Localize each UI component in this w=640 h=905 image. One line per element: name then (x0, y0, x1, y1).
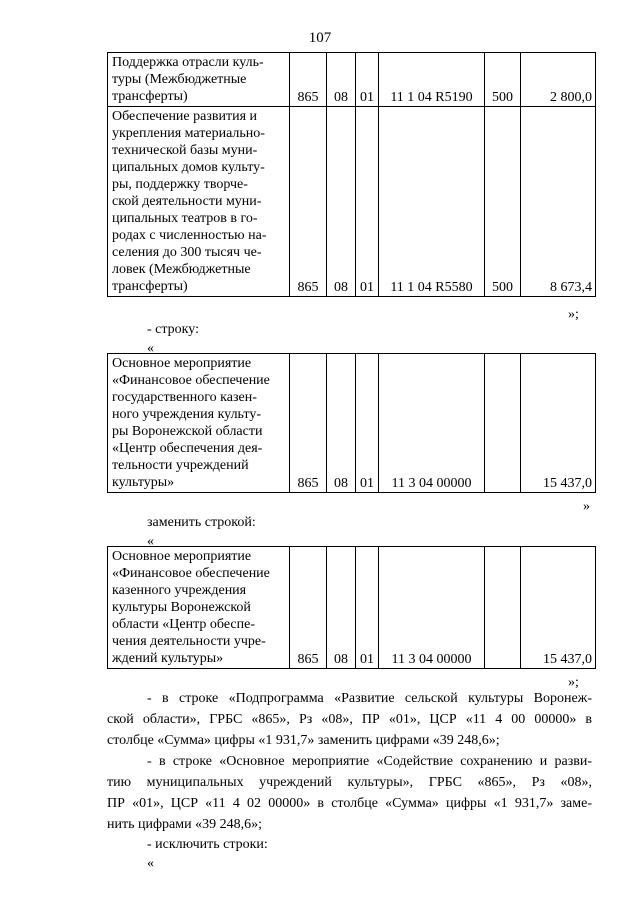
row-name-line: ской деятельности муни- (112, 194, 262, 209)
table-row (108, 354, 596, 493)
cell-vr: 500 (485, 53, 521, 107)
row-name (108, 547, 290, 669)
amendment-paragraph-1 (107, 688, 592, 751)
row-name-line: туры (Межбюджетные (112, 72, 247, 87)
row-name-line: тельности учреждений (112, 458, 249, 473)
budget-table-top (107, 52, 596, 297)
cell-sum: 15 437,0 (521, 354, 596, 493)
opening-quote: « (147, 341, 154, 356)
row-name-line: «Финансовое обеспечение (112, 566, 270, 581)
cell-grbs: 865 (290, 354, 327, 493)
cell-rz: 08 (327, 547, 356, 669)
cell-csr: 11 1 04 R5190 (379, 53, 485, 107)
row-name-line: чения деятельности учре- (112, 634, 266, 649)
cell-csr: 11 1 04 R5580 (379, 107, 485, 297)
cell-pr: 01 (356, 547, 379, 669)
row-name (108, 53, 290, 107)
row-name-line: Поддержка отрасли куль- (112, 55, 264, 70)
row-name-line: ципальных домов культу- (112, 160, 265, 175)
row-name-line: области «Центр обеспе- (112, 617, 255, 632)
row-name-line: ры, поддержку творче- (112, 177, 248, 192)
paragraph-line: тию муниципальных учреждений культуры», ГРБС «865», Рз «08», (107, 775, 592, 790)
row-name-line: Обеспечение развития и (112, 109, 258, 124)
row-name-line: «Финансовое обеспечение (112, 373, 270, 388)
cell-sum: 8 673,4 (521, 107, 596, 297)
paragraph-line: ПР «01», ЦСР «11 4 02 00000» в столбце «Сумма» цифры «1 931,7» заме- (107, 796, 592, 811)
paragraph-line: - в строке «Основное мероприятие «Содействие сохранению и разви- (147, 754, 592, 769)
cell-grbs: 865 (290, 107, 327, 297)
cell-pr: 01 (356, 107, 379, 297)
cell-pr: 01 (356, 53, 379, 107)
row-name-line: трансферты) (112, 89, 188, 104)
cell-rz: 08 (327, 53, 356, 107)
paragraph-line: столбце «Сумма» цифры «1 931,7» заменить цифрами «39 248,6»; (107, 733, 500, 748)
closing-quote: »; (568, 675, 579, 690)
row-name-line: селения до 300 тысяч че- (112, 245, 262, 260)
table-row (108, 107, 596, 297)
row-name-line: ципальных театров в го- (112, 211, 258, 226)
cell-grbs: 865 (290, 53, 327, 107)
paragraph-line: нить цифрами «39 248,6»; (107, 817, 262, 832)
row-name-line: культуры» (112, 475, 175, 490)
stroku-label: - строку: (147, 322, 199, 337)
budget-table-new-row (107, 546, 596, 669)
row-name-line: ного учреждения культу- (112, 407, 261, 422)
budget-table-old-row (107, 353, 596, 493)
row-name (108, 354, 290, 493)
paragraph-line: ской области», ГРБС «865», Рз «08», ПР «01», ЦСР «11 4 00 00000» в (107, 712, 592, 727)
cell-pr: 01 (356, 354, 379, 493)
cell-vr (485, 354, 521, 493)
row-name-line: ры Воронежской области (112, 424, 263, 439)
row-name-line: Основное мероприятие (112, 356, 252, 371)
opening-quote: « (147, 856, 154, 871)
exclude-label: - исключить строки: (147, 837, 268, 852)
row-name-line: «Центр обеспечения дея- (112, 441, 263, 456)
row-name-line: ловек (Межбюджетные (112, 262, 251, 277)
amendment-paragraph-2 (107, 751, 592, 835)
paragraph-line: - в строке «Подпрограмма «Развитие сельской культуры Воронеж- (147, 691, 592, 706)
opening-quote: « (147, 534, 154, 549)
row-name-line: казенного учреждения (112, 583, 247, 598)
cell-sum: 2 800,0 (521, 53, 596, 107)
row-name-line: укрепления материально- (112, 126, 265, 141)
table-row (108, 547, 596, 669)
row-name-line: трансферты) (112, 279, 188, 294)
row-name-line: культуры Воронежской (112, 600, 251, 615)
row-name (108, 107, 290, 297)
table-row (108, 53, 596, 107)
closing-quote: » (583, 499, 590, 514)
row-name-line: Основное мероприятие (112, 549, 252, 564)
replace-label: заменить строкой: (147, 515, 256, 530)
cell-vr: 500 (485, 107, 521, 297)
cell-sum: 15 437,0 (521, 547, 596, 669)
row-name-line: ждений культуры» (112, 651, 224, 666)
cell-vr (485, 547, 521, 669)
cell-csr: 11 3 04 00000 (379, 547, 485, 669)
cell-rz: 08 (327, 107, 356, 297)
cell-rz: 08 (327, 354, 356, 493)
page-number: 107 (308, 30, 332, 46)
row-name-line: родах с численностью на- (112, 228, 267, 243)
row-name-line: технической базы муни- (112, 143, 258, 158)
cell-grbs: 865 (290, 547, 327, 669)
row-name-line: государственного казен- (112, 390, 257, 405)
closing-quote: »; (568, 307, 579, 322)
cell-csr: 11 3 04 00000 (379, 354, 485, 493)
